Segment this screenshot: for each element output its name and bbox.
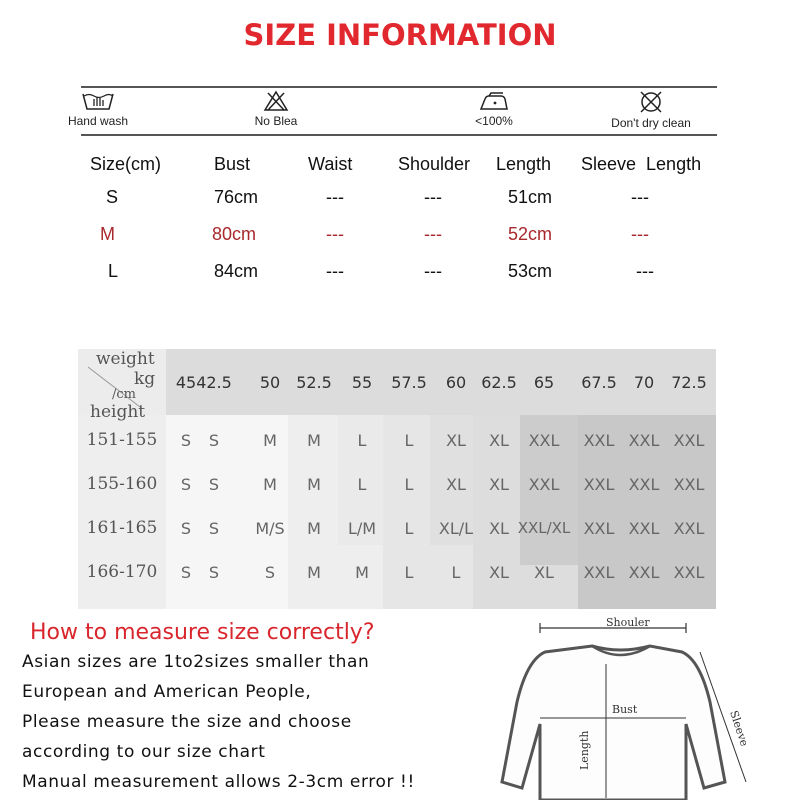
size-grid-cell: XXL (673, 430, 705, 450)
size-row-s (70, 187, 730, 213)
care-label: <100% (475, 114, 513, 128)
size-grid-cell: M (307, 518, 321, 538)
weight-header-cell: 45 (175, 372, 197, 392)
size-grid-cell: S (180, 474, 192, 494)
howto-line: Please measure the size and choose (22, 712, 352, 732)
size-grid-cell: XXL (628, 474, 660, 494)
size-grid-cell: L (404, 430, 414, 450)
size-grid-cell: XXL (673, 518, 705, 538)
length-label: Length (578, 730, 591, 770)
howto-line: Asian sizes are 1to2sizes smaller than (22, 652, 370, 672)
bust-cell: 84cm (214, 261, 259, 281)
sweater-measurement-diagram (500, 612, 800, 800)
sleeve-cell: --- (636, 261, 654, 281)
weight-header-cell: 60 (445, 372, 467, 392)
sleeve-label: Sleeve (727, 708, 751, 748)
size-grid-cell: L (404, 474, 414, 494)
care-label: No Blea (254, 114, 298, 128)
howto-heading: How to measure size correctly? (30, 620, 375, 645)
header-size: Size(cm) (90, 154, 161, 174)
weight-header-cell: 67.5 (581, 372, 617, 392)
hand-wash-icon (81, 90, 115, 112)
header-shoulder: Shoulder (398, 154, 471, 174)
length-cell: 52cm (508, 224, 553, 244)
size-grid-cell: L (404, 562, 414, 582)
weight-header-cell: 42.5 (196, 372, 232, 392)
size-grid-cell: S (208, 518, 220, 538)
care-label: Hand wash (67, 114, 129, 128)
size-grid-cell: L (357, 474, 367, 494)
size-grid-cell: S (208, 562, 220, 582)
bust-label: Bust (612, 703, 638, 716)
size-grid-cell: S (180, 430, 192, 450)
size-grid-cell: M (355, 562, 369, 582)
care-item-no-dry-clean (601, 90, 701, 130)
size-cell: L (108, 261, 119, 281)
weight-header-cell: 57.5 (391, 372, 427, 392)
weight-header-cell: 65 (533, 372, 555, 392)
weight-header-cell: 52.5 (296, 372, 332, 392)
size-grid-cell: L (451, 562, 461, 582)
height-row-label: 166-170 (86, 562, 158, 582)
size-grid-cell: XL (446, 474, 466, 494)
page-title: SIZE INFORMATION (243, 18, 557, 52)
size-cell: S (106, 187, 119, 207)
size-grid-cell: XXL (583, 562, 615, 582)
corner-kg-label: kg (134, 369, 156, 389)
size-grid-cell: XXL (528, 474, 560, 494)
care-label: Don't dry clean (611, 116, 691, 130)
size-grid-cell: XXL (628, 518, 660, 538)
shoulder-cell: --- (424, 224, 442, 244)
size-recommendation-grid (78, 349, 716, 609)
size-grid-cell: XL (489, 430, 509, 450)
height-row-label: 155-160 (86, 474, 158, 494)
size-grid-cell: XL (446, 430, 466, 450)
care-bar-bottom-rule (81, 134, 717, 136)
size-row-m (70, 224, 730, 250)
howto-line: according to our size chart (22, 742, 266, 762)
care-instructions-bar (67, 86, 717, 136)
iron-icon (477, 90, 511, 112)
waist-cell: --- (326, 187, 344, 207)
size-grid-cell: XL (489, 562, 509, 582)
waist-cell: --- (326, 261, 344, 281)
size-cell: M (100, 224, 115, 244)
bust-cell: 76cm (214, 187, 259, 207)
shoulder-label: Shouler (606, 616, 650, 629)
size-grid-cell: XL (489, 518, 509, 538)
size-row-l (70, 261, 730, 287)
size-grid-cell: XXL (528, 430, 560, 450)
size-grid-cell: L/M (347, 518, 377, 538)
size-table-header-row (70, 154, 730, 180)
size-grid-cell: M (307, 430, 321, 450)
height-row-label: 161-165 (86, 518, 158, 538)
care-item-iron (459, 90, 529, 128)
bust-cell: 80cm (212, 224, 257, 244)
size-grid-cell: M (307, 562, 321, 582)
size-grid-cell: M/S (255, 518, 285, 538)
size-grid-cell: XXL (628, 562, 660, 582)
sweater-outline (502, 646, 725, 800)
length-cell: 51cm (508, 187, 553, 207)
size-grid-cell: S (208, 430, 220, 450)
weight-header-cell: 62.5 (481, 372, 517, 392)
length-cell: 53cm (508, 261, 553, 281)
no-dry-clean-icon (638, 90, 664, 114)
shoulder-cell: --- (424, 187, 442, 207)
size-grid-cell: M (263, 430, 277, 450)
size-grid-cell: XL (489, 474, 509, 494)
size-grid-cell: XXL (583, 474, 615, 494)
waist-cell: --- (326, 224, 344, 244)
no-bleach-icon (263, 90, 289, 112)
size-grid-cell: XXL (673, 474, 705, 494)
header-sleeve-length: Sleeve Length (581, 154, 702, 174)
height-row-label: 151-155 (86, 430, 158, 450)
howto-line: Manual measurement allows 2-3cm error !! (22, 772, 415, 792)
header-waist: Waist (308, 154, 353, 174)
size-grid-cell: L (357, 430, 367, 450)
shoulder-cell: --- (424, 261, 442, 281)
header-length: Length (496, 154, 552, 174)
size-grid-cell: S (208, 474, 220, 494)
care-item-hand-wash (63, 90, 133, 128)
howto-line: European and American People, (22, 682, 312, 702)
size-grid-cell: XXL/XL (517, 519, 571, 537)
care-bar-top-rule (81, 86, 717, 88)
size-grid-cell: XL (534, 562, 554, 582)
sleeve-cell: --- (631, 224, 649, 244)
header-bust: Bust (214, 154, 251, 174)
weight-header-cell: 50 (259, 372, 281, 392)
care-item-no-bleach (241, 90, 311, 128)
size-grid-cell: S (180, 518, 192, 538)
weight-header-cell: 70 (633, 372, 655, 392)
size-grid-cell: XL/L (438, 518, 474, 538)
size-grid-cell: S (264, 562, 276, 582)
weight-header-cell: 55 (351, 372, 373, 392)
size-grid-cell: L (404, 518, 414, 538)
size-grid-cell: XXL (628, 430, 660, 450)
corner-cm-label: /cm (112, 387, 136, 402)
corner-height-label: height (90, 402, 146, 422)
size-grid-cell: XXL (583, 518, 615, 538)
sleeve-cell: --- (631, 187, 649, 207)
size-grid-cell: XXL (673, 562, 705, 582)
size-grid-cell: M (263, 474, 277, 494)
size-grid-cell: S (180, 562, 192, 582)
size-grid-cell: M (307, 474, 321, 494)
corner-weight-label: weight (96, 349, 155, 369)
weight-header-cell: 72.5 (671, 372, 707, 392)
size-grid-cell: XXL (583, 430, 615, 450)
